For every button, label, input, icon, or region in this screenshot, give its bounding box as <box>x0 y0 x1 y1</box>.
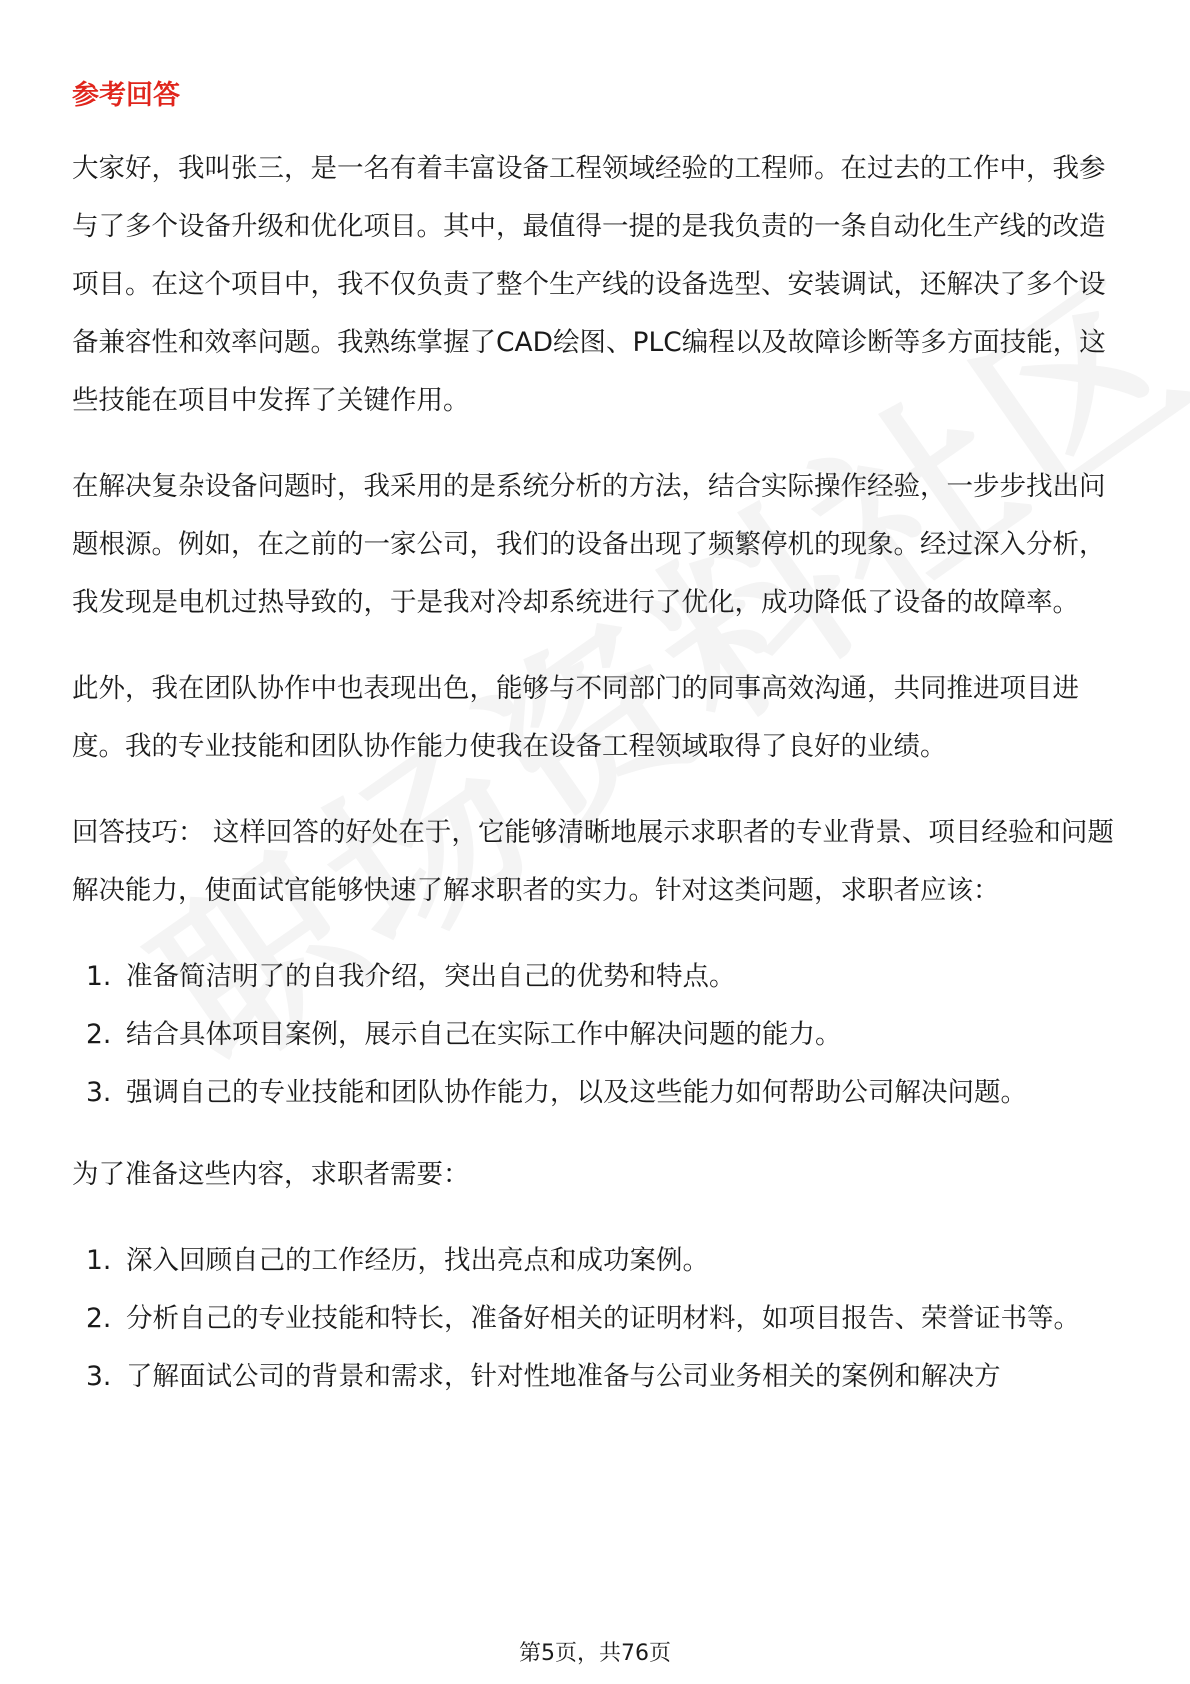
paragraph-problem-solving: 在解决复杂设备问题时，我采用的是系统分析的方法，结合实际操作经验，一步步找出问题根源。例如，在之前的一家公司，我们的设备出现了频繁停机的现象。经过深入分析，我发现是电机过热导致的，于是我对冷却系统进行了优化，成功降低了设备的故障率。 <box>72 471 1106 618</box>
list-item-text: 分析自己的专业技能和特长，准备好相关的证明材料，如项目报告、荣誉证书等。 <box>126 1303 1080 1334</box>
list-item-number: 3. <box>86 1361 112 1392</box>
list-item <box>72 1348 1117 1406</box>
list-item <box>72 948 1117 1006</box>
section-title: 参考回答 <box>72 80 180 111</box>
list-item <box>72 1064 1117 1122</box>
list-item-text: 了解面试公司的背景和需求，针对性地准备与公司业务相关的案例和解决方 <box>126 1361 1001 1392</box>
list-item-number: 1. <box>86 961 112 992</box>
page-number-footer: 第5页，共76页 <box>519 1641 671 1666</box>
list-item-text: 强调自己的专业技能和团队协作能力，以及这些能力如何帮助公司解决问题。 <box>126 1077 1027 1108</box>
list-item <box>72 1290 1117 1348</box>
list-item-number: 1. <box>86 1245 112 1276</box>
paragraph-teamwork: 此外，我在团队协作中也表现出色，能够与不同部门的同事高效沟通，共同推进项目进度。我的专业技能和团队协作能力使我在设备工程领域取得了良好的业绩。 <box>72 673 1079 762</box>
tips-list <box>72 948 1117 1122</box>
list-item-text: 准备简洁明了的自我介绍，突出自己的优势和特点。 <box>126 961 736 992</box>
paragraph-intro: 大家好，我叫张三，是一名有着丰富设备工程领域经验的工程师。在过去的工作中，我参与了多个设备升级和优化项目。其中，最值得一提的是我负责的一条自动化生产线的改造项目。在这个项目中，我不仅负责了整个生产线的设备选型、安装调试，还解决了多个设备兼容性和效率问题。我熟练掌握了CAD绘图、PLC编程以及故障诊断等多方面技能，这些技能在项目中发挥了关键作用。 <box>72 153 1106 416</box>
list-item-number: 3. <box>86 1077 112 1108</box>
list-item-number: 2. <box>86 1019 112 1050</box>
prep-list <box>72 1232 1117 1406</box>
list-item-text: 深入回顾自己的工作经历，找出亮点和成功案例。 <box>126 1245 709 1276</box>
list-item <box>72 1006 1117 1064</box>
list-item-text: 结合具体项目案例，展示自己在实际工作中解决问题的能力。 <box>126 1019 842 1050</box>
page-content <box>72 78 1117 1430</box>
list-item <box>72 1232 1117 1290</box>
paragraph-answer-tips: 回答技巧： 这样回答的好处在于，它能够清晰地展示求职者的专业背景、项目经验和问题解决能力，使面试官能够快速了解求职者的实力。针对这类问题，求职者应该： <box>72 817 1114 906</box>
paragraph-prep-intro: 为了准备这些内容，求职者需要： <box>72 1159 470 1190</box>
list-item-number: 2. <box>86 1303 112 1334</box>
